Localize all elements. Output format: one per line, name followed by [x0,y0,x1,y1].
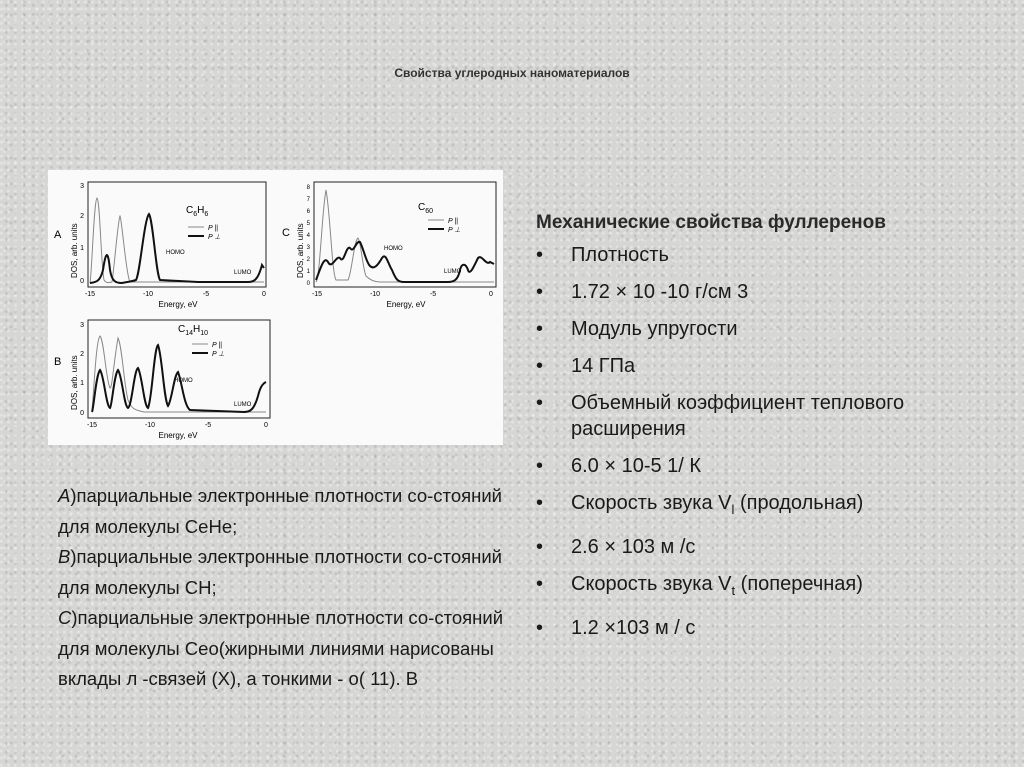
panel-a [54,182,266,309]
bullet: • [536,355,544,377]
panel-c-molecule: $C_{60}$ [418,202,434,215]
bullet: • [536,318,544,340]
properties-section [536,212,1006,652]
dos-figure-svg [48,170,503,445]
list-item [536,615,1006,641]
panel-a-xtick: -10 [142,291,154,298]
panel-b-xtick: -15 [86,422,98,429]
caption-c-text: )парциальные электронные плотности со-стояний для молекулы Сео(жирными линиями нарисованы вклады л -связей (X), а тонкими - о( 11). В [58,607,504,689]
list-item [536,316,1006,342]
panel-c [282,182,496,309]
panel-b-ytick: 2 [80,351,84,358]
panel-c-curve-perp [316,242,494,282]
panel-a-ylabel: DOS, arb. units [70,223,79,278]
panel-a-xtick: -5 [202,291,210,298]
bullet: • [536,455,544,477]
bullet: • [536,392,544,414]
caption-item-c [58,603,528,695]
list-item-tail: (продольная) [734,492,864,514]
panel-b-legend-perp: P ⊥ [212,351,225,358]
caption-a-text: )парциальные электронные плотности со-стояний для молекулы СеНе; [58,485,503,537]
dos-figure [48,170,503,445]
panel-a-ytick: 0 [80,278,84,285]
list-item-text: 2.6 × 103 м /с [571,536,696,558]
panel-b-legend-par: P || [212,342,222,349]
panel-c-ytick: 8 [306,185,310,191]
panel-c-lumo: LUMO [444,269,462,275]
list-item-text: 6.0 × 10-5 1/ К [571,455,702,477]
list-item-text: Скорость звука V [571,573,732,595]
bullet: • [536,281,544,303]
panel-c-xtick: -5 [429,291,437,298]
panel-a-legend-par: P || [208,225,218,232]
panel-b [54,320,270,440]
panel-c-xtick: -15 [311,291,323,298]
properties-list [536,242,1006,641]
bullet: • [536,536,544,558]
list-item [536,490,1006,523]
bullet: • [536,492,544,514]
panel-a-ytick: 1 [80,245,84,252]
panel-c-xlabel: Energy, eV [386,300,426,309]
list-item [536,390,1006,442]
bullet: • [536,244,544,266]
bullet: • [536,617,544,639]
panel-c-ytick: 1 [306,269,310,275]
panel-c-ytick: 2 [306,257,310,263]
list-item-text: 14 ГПа [571,355,636,377]
caption-a-lead: А [58,485,71,506]
caption-item-b [58,542,528,603]
panel-b-letter: B [54,356,62,368]
panel-b-lumo: LUMO [234,402,252,408]
panel-c-legend-perp: P ⊥ [448,227,461,234]
panel-b-ytick: 3 [80,322,84,329]
caption-c-lead: С [58,607,72,628]
panel-b-xtick: 0 [264,422,268,429]
panel-a-molecule: $C_6H_6$ [186,205,209,218]
list-item [536,534,1006,560]
panel-c-ytick: 7 [306,197,310,203]
list-item [536,279,1006,305]
panel-a-homo: HOMO [166,250,185,256]
bullet: • [536,573,544,595]
caption-item-a [58,481,528,542]
panel-a-lumo: LUMO [234,270,252,276]
panel-b-xlabel: Energy, eV [158,431,198,440]
caption-b-text: )парциальные электронные плотности со-стояний для молекулы СН; [58,546,503,598]
list-item [536,571,1006,604]
panel-b-xtick: -5 [204,422,212,429]
list-item-tail: (поперечная) [735,573,863,595]
list-item-subscript: t [731,583,736,598]
panel-a-xtick: -15 [84,291,96,298]
panel-b-homo: HOMO [174,378,193,384]
panel-a-xlabel: Energy, eV [158,300,198,309]
panel-c-ytick: 0 [306,281,310,287]
panel-b-ytick: 1 [80,380,84,387]
figure-caption [58,481,528,695]
panel-a-letter: A [54,229,62,241]
list-item [536,353,1006,379]
panel-c-xtick: -10 [369,291,381,298]
list-item [536,453,1006,479]
panel-c-ytick: 3 [306,245,310,251]
panel-a-xtick: 0 [262,291,266,298]
panel-b-xtick: -10 [144,422,156,429]
list-item-text: Объемный коэффициент теплового расширения [571,392,905,440]
list-item [536,242,1006,268]
panel-a-ytick: 3 [80,183,84,190]
list-item-text: Скорость звука V [571,492,732,514]
panel-c-ytick: 6 [306,209,310,215]
panel-b-ytick: 0 [80,410,84,417]
panel-c-homo: HOMO [384,246,403,252]
panel-c-legend-par: P || [448,218,458,225]
panel-c-ytick: 5 [306,221,310,227]
panel-b-ylabel: DOS, arb. units [70,355,79,410]
panel-c-ylabel: DOS, arb. units [296,223,305,278]
list-item-text: Модуль упругости [571,318,738,340]
list-item-subscript: l [731,502,735,517]
panel-a-ytick: 2 [80,213,84,220]
panel-b-molecule: $C_{14}H_{10}$ [178,324,209,337]
properties-heading: Механические свойства фуллеренов [536,212,886,233]
panel-c-xtick: 0 [489,291,493,298]
slide-title: Свойства углеродных наноматериалов [394,66,630,80]
panel-c-ytick: 4 [306,233,310,239]
panel-a-legend-perp: P ⊥ [208,234,221,241]
list-item-text: 1.72 × 10 -10 г/см 3 [571,281,749,303]
panel-c-letter: C [282,227,290,239]
list-item-text: Плотность [571,244,669,266]
caption-b-lead: В [58,546,71,567]
list-item-text: 1.2 ×103 м / с [571,617,696,639]
